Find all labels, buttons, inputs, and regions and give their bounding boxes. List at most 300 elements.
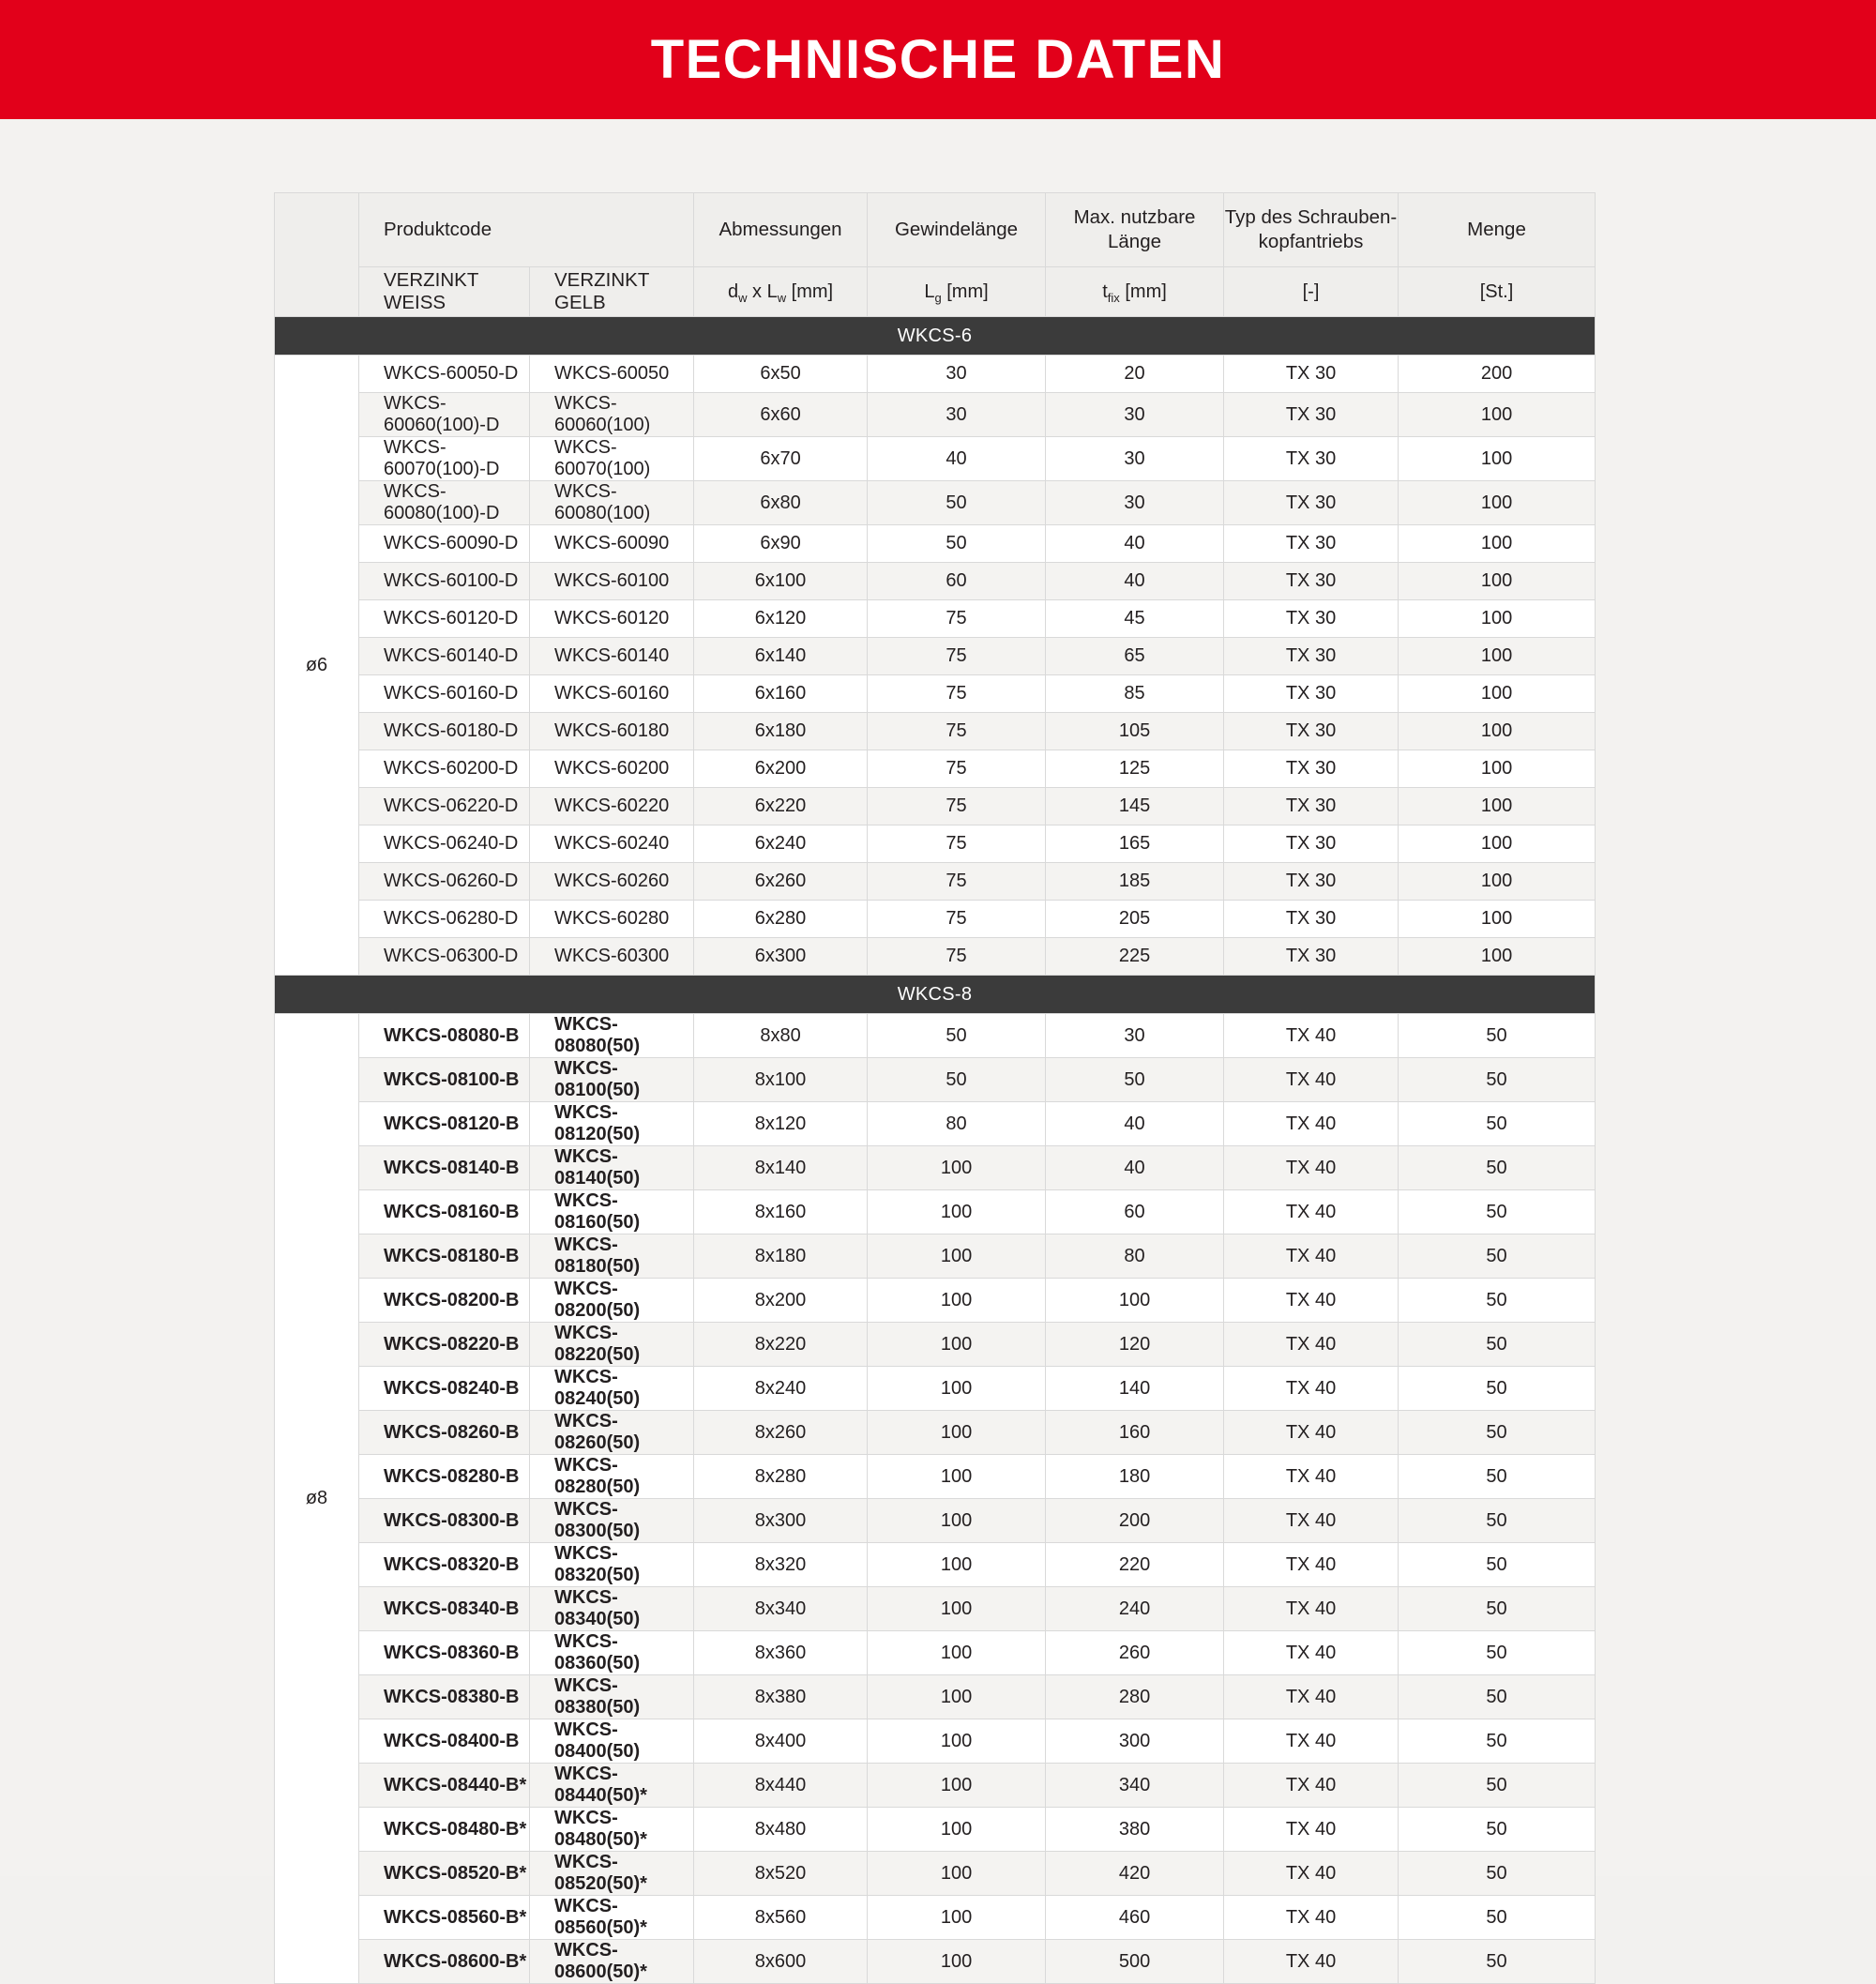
cell-max-nutzbare-laenge: 30 — [1046, 393, 1224, 437]
cell-max-nutzbare-laenge: 160 — [1046, 1411, 1224, 1455]
cell-menge: 50 — [1399, 1190, 1596, 1234]
cell-gewindelaenge: 100 — [868, 1543, 1046, 1587]
cell-code-gelb: WKCS-08080(50) — [530, 1014, 694, 1058]
cell-typ-antrieb: TX 40 — [1224, 1587, 1399, 1631]
spec-table-container — [274, 192, 1595, 1984]
cell-abmessungen: 8x160 — [694, 1190, 868, 1234]
table-row — [275, 1102, 1596, 1146]
table-row — [275, 825, 1596, 863]
cell-typ-antrieb: TX 40 — [1224, 1543, 1399, 1587]
cell-code-weiss: WKCS-60060(100)-D — [359, 393, 530, 437]
cell-abmessungen: 6x70 — [694, 437, 868, 481]
cell-code-weiss: WKCS-60180-D — [359, 713, 530, 750]
cell-max-nutzbare-laenge: 30 — [1046, 481, 1224, 525]
cell-max-nutzbare-laenge: 30 — [1046, 437, 1224, 481]
table-row — [275, 525, 1596, 563]
cell-code-gelb: WKCS-08480(50)* — [530, 1808, 694, 1852]
cell-menge: 50 — [1399, 1631, 1596, 1675]
cell-gewindelaenge: 100 — [868, 1764, 1046, 1808]
cell-code-gelb: WKCS-60160 — [530, 675, 694, 713]
cell-code-weiss: WKCS-06300-D — [359, 938, 530, 976]
cell-abmessungen: 8x320 — [694, 1543, 868, 1587]
cell-typ-antrieb: TX 40 — [1224, 1675, 1399, 1719]
cell-code-gelb: WKCS-08160(50) — [530, 1190, 694, 1234]
cell-code-weiss: WKCS-08240-B — [359, 1367, 530, 1411]
header-unit-abmessungen: $d_w$ x $L_w$ [mm] — [694, 267, 868, 317]
cell-max-nutzbare-laenge: 280 — [1046, 1675, 1224, 1719]
table-row — [275, 1499, 1596, 1543]
cell-typ-antrieb: TX 40 — [1224, 1279, 1399, 1323]
cell-max-nutzbare-laenge: 380 — [1046, 1808, 1224, 1852]
cell-typ-antrieb: TX 40 — [1224, 1014, 1399, 1058]
cell-max-nutzbare-laenge: 225 — [1046, 938, 1224, 976]
table-row — [275, 393, 1596, 437]
cell-gewindelaenge: 50 — [868, 1058, 1046, 1102]
table-row — [275, 563, 1596, 600]
cell-gewindelaenge: 100 — [868, 1234, 1046, 1279]
cell-typ-antrieb: TX 40 — [1224, 1455, 1399, 1499]
cell-code-weiss: WKCS-08100-B — [359, 1058, 530, 1102]
cell-code-gelb: WKCS-08240(50) — [530, 1367, 694, 1411]
cell-code-gelb: WKCS-60060(100) — [530, 393, 694, 437]
group-header-row — [275, 317, 1596, 356]
table-row — [275, 638, 1596, 675]
cell-menge: 50 — [1399, 1675, 1596, 1719]
cell-abmessungen: 6x220 — [694, 788, 868, 825]
cell-max-nutzbare-laenge: 220 — [1046, 1543, 1224, 1587]
cell-gewindelaenge: 75 — [868, 675, 1046, 713]
table-row — [275, 1146, 1596, 1190]
group-label: WKCS-6 — [275, 317, 1596, 356]
cell-abmessungen: 6x140 — [694, 638, 868, 675]
cell-menge: 100 — [1399, 600, 1596, 638]
cell-code-gelb: WKCS-08520(50)* — [530, 1852, 694, 1896]
header-unit-gewindelaenge: $L_g$ [mm] — [868, 267, 1046, 317]
table-row — [275, 1279, 1596, 1323]
cell-typ-antrieb: TX 30 — [1224, 437, 1399, 481]
header-gewindelaenge: Gewindelänge — [868, 193, 1046, 267]
cell-gewindelaenge: 100 — [868, 1367, 1046, 1411]
header-unit-typ: [-] — [1224, 267, 1399, 317]
table-row — [275, 481, 1596, 525]
cell-abmessungen: 6x120 — [694, 600, 868, 638]
cell-max-nutzbare-laenge: 185 — [1046, 863, 1224, 901]
cell-abmessungen: 8x560 — [694, 1896, 868, 1940]
header-menge: Menge — [1399, 193, 1596, 267]
cell-code-weiss: WKCS-08220-B — [359, 1323, 530, 1367]
cell-abmessungen: 6x80 — [694, 481, 868, 525]
cell-typ-antrieb: TX 30 — [1224, 563, 1399, 600]
cell-menge: 50 — [1399, 1146, 1596, 1190]
cell-menge: 50 — [1399, 1852, 1596, 1896]
cell-menge: 100 — [1399, 481, 1596, 525]
cell-gewindelaenge: 100 — [868, 1675, 1046, 1719]
cell-code-gelb: WKCS-60300 — [530, 938, 694, 976]
cell-abmessungen: 8x240 — [694, 1367, 868, 1411]
cell-typ-antrieb: TX 30 — [1224, 825, 1399, 863]
cell-gewindelaenge: 75 — [868, 901, 1046, 938]
cell-abmessungen: 8x380 — [694, 1675, 868, 1719]
cell-menge: 100 — [1399, 863, 1596, 901]
cell-typ-antrieb: TX 40 — [1224, 1411, 1399, 1455]
cell-code-weiss: WKCS-08380-B — [359, 1675, 530, 1719]
cell-gewindelaenge: 100 — [868, 1896, 1046, 1940]
cell-code-gelb: WKCS-60200 — [530, 750, 694, 788]
cell-max-nutzbare-laenge: 145 — [1046, 788, 1224, 825]
cell-max-nutzbare-laenge: 50 — [1046, 1058, 1224, 1102]
cell-abmessungen: 8x280 — [694, 1455, 868, 1499]
cell-gewindelaenge: 75 — [868, 825, 1046, 863]
cell-code-gelb: WKCS-60120 — [530, 600, 694, 638]
cell-code-weiss: WKCS-08400-B — [359, 1719, 530, 1764]
cell-max-nutzbare-laenge: 125 — [1046, 750, 1224, 788]
cell-abmessungen: 8x520 — [694, 1852, 868, 1896]
cell-menge: 200 — [1399, 356, 1596, 393]
cell-gewindelaenge: 30 — [868, 356, 1046, 393]
cell-typ-antrieb: TX 30 — [1224, 713, 1399, 750]
cell-code-gelb: WKCS-60220 — [530, 788, 694, 825]
cell-code-weiss: WKCS-60200-D — [359, 750, 530, 788]
spec-table — [274, 192, 1596, 1984]
cell-typ-antrieb: TX 40 — [1224, 1234, 1399, 1279]
cell-typ-antrieb: TX 40 — [1224, 1631, 1399, 1675]
cell-gewindelaenge: 100 — [868, 1411, 1046, 1455]
cell-code-gelb: WKCS-60080(100) — [530, 481, 694, 525]
table-row — [275, 1234, 1596, 1279]
cell-code-gelb: WKCS-60240 — [530, 825, 694, 863]
cell-gewindelaenge: 100 — [868, 1499, 1046, 1543]
cell-gewindelaenge: 100 — [868, 1323, 1046, 1367]
cell-abmessungen: 8x300 — [694, 1499, 868, 1543]
cell-abmessungen: 6x180 — [694, 713, 868, 750]
table-row — [275, 1455, 1596, 1499]
table-row — [275, 1896, 1596, 1940]
cell-code-gelb: WKCS-60140 — [530, 638, 694, 675]
cell-menge: 100 — [1399, 525, 1596, 563]
cell-gewindelaenge: 50 — [868, 481, 1046, 525]
table-row — [275, 1543, 1596, 1587]
cell-gewindelaenge: 100 — [868, 1279, 1046, 1323]
cell-max-nutzbare-laenge: 80 — [1046, 1234, 1224, 1279]
cell-gewindelaenge: 80 — [868, 1102, 1046, 1146]
cell-menge: 100 — [1399, 825, 1596, 863]
cell-code-gelb: WKCS-08220(50) — [530, 1323, 694, 1367]
table-header-row-1 — [275, 193, 1596, 267]
header-typ-schraubenkopfantrieb: Typ des Schrauben- kopfantriebs — [1224, 193, 1399, 267]
table-row — [275, 1367, 1596, 1411]
cell-gewindelaenge: 100 — [868, 1455, 1046, 1499]
cell-gewindelaenge: 60 — [868, 563, 1046, 600]
cell-gewindelaenge: 75 — [868, 750, 1046, 788]
cell-abmessungen: 6x280 — [694, 901, 868, 938]
group-label: WKCS-8 — [275, 976, 1596, 1014]
cell-menge: 50 — [1399, 1411, 1596, 1455]
header-unit-menge: [St.] — [1399, 267, 1596, 317]
cell-code-weiss: WKCS-08520-B* — [359, 1852, 530, 1896]
table-row — [275, 901, 1596, 938]
cell-code-gelb: WKCS-08180(50) — [530, 1234, 694, 1279]
cell-code-weiss: WKCS-08320-B — [359, 1543, 530, 1587]
table-row — [275, 788, 1596, 825]
cell-gewindelaenge: 100 — [868, 1940, 1046, 1984]
cell-code-weiss: WKCS-60140-D — [359, 638, 530, 675]
cell-code-weiss: WKCS-08080-B — [359, 1014, 530, 1058]
table-row — [275, 1323, 1596, 1367]
cell-menge: 50 — [1399, 1323, 1596, 1367]
cell-typ-antrieb: TX 30 — [1224, 393, 1399, 437]
cell-abmessungen: 8x600 — [694, 1940, 868, 1984]
cell-typ-antrieb: TX 30 — [1224, 675, 1399, 713]
cell-typ-antrieb: TX 30 — [1224, 356, 1399, 393]
cell-menge: 50 — [1399, 1102, 1596, 1146]
table-row — [275, 1631, 1596, 1675]
cell-typ-antrieb: TX 30 — [1224, 481, 1399, 525]
cell-code-gelb: WKCS-08140(50) — [530, 1146, 694, 1190]
cell-max-nutzbare-laenge: 165 — [1046, 825, 1224, 863]
cell-max-nutzbare-laenge: 300 — [1046, 1719, 1224, 1764]
cell-menge: 50 — [1399, 1543, 1596, 1587]
cell-menge: 50 — [1399, 1367, 1596, 1411]
cell-abmessungen: 6x300 — [694, 938, 868, 976]
cell-gewindelaenge: 100 — [868, 1587, 1046, 1631]
table-row — [275, 750, 1596, 788]
cell-code-gelb: WKCS-08400(50) — [530, 1719, 694, 1764]
cell-abmessungen: 8x100 — [694, 1058, 868, 1102]
header-produktcode: Produktcode — [359, 193, 694, 267]
cell-max-nutzbare-laenge: 40 — [1046, 1102, 1224, 1146]
table-row — [275, 1808, 1596, 1852]
cell-menge: 100 — [1399, 901, 1596, 938]
table-row — [275, 1719, 1596, 1764]
header-verzinkt-weiss: VERZINKT WEISS — [359, 267, 530, 317]
cell-typ-antrieb: TX 40 — [1224, 1852, 1399, 1896]
cell-gewindelaenge: 75 — [868, 713, 1046, 750]
header-unit-max-nutzbare-laenge: $t_{fix}$ [mm] — [1046, 267, 1224, 317]
cell-typ-antrieb: TX 40 — [1224, 1102, 1399, 1146]
cell-abmessungen: 8x80 — [694, 1014, 868, 1058]
diameter-label: ø8 — [275, 1014, 359, 1984]
cell-typ-antrieb: TX 30 — [1224, 600, 1399, 638]
table-row — [275, 713, 1596, 750]
cell-gewindelaenge: 75 — [868, 863, 1046, 901]
cell-code-weiss: WKCS-06280-D — [359, 901, 530, 938]
cell-max-nutzbare-laenge: 240 — [1046, 1587, 1224, 1631]
table-row — [275, 863, 1596, 901]
cell-code-gelb: WKCS-08380(50) — [530, 1675, 694, 1719]
cell-code-gelb: WKCS-08200(50) — [530, 1279, 694, 1323]
cell-typ-antrieb: TX 40 — [1224, 1367, 1399, 1411]
cell-abmessungen: 8x120 — [694, 1102, 868, 1146]
cell-code-weiss: WKCS-08340-B — [359, 1587, 530, 1631]
cell-menge: 100 — [1399, 393, 1596, 437]
header-corner-cell — [275, 193, 359, 317]
cell-max-nutzbare-laenge: 105 — [1046, 713, 1224, 750]
cell-abmessungen: 6x260 — [694, 863, 868, 901]
cell-gewindelaenge: 100 — [868, 1808, 1046, 1852]
cell-typ-antrieb: TX 30 — [1224, 901, 1399, 938]
cell-code-weiss: WKCS-08440-B* — [359, 1764, 530, 1808]
cell-gewindelaenge: 100 — [868, 1852, 1046, 1896]
cell-gewindelaenge: 100 — [868, 1190, 1046, 1234]
table-row — [275, 938, 1596, 976]
cell-gewindelaenge: 100 — [868, 1146, 1046, 1190]
cell-abmessungen: 8x180 — [694, 1234, 868, 1279]
cell-menge: 50 — [1399, 1719, 1596, 1764]
cell-max-nutzbare-laenge: 65 — [1046, 638, 1224, 675]
cell-typ-antrieb: TX 30 — [1224, 638, 1399, 675]
cell-max-nutzbare-laenge: 40 — [1046, 563, 1224, 600]
cell-gewindelaenge: 100 — [868, 1719, 1046, 1764]
cell-menge: 50 — [1399, 1058, 1596, 1102]
cell-typ-antrieb: TX 40 — [1224, 1499, 1399, 1543]
table-row — [275, 1587, 1596, 1631]
cell-code-weiss: WKCS-08200-B — [359, 1279, 530, 1323]
cell-code-weiss: WKCS-06260-D — [359, 863, 530, 901]
cell-menge: 100 — [1399, 675, 1596, 713]
cell-code-gelb: WKCS-08320(50) — [530, 1543, 694, 1587]
cell-code-gelb: WKCS-08280(50) — [530, 1455, 694, 1499]
cell-menge: 100 — [1399, 563, 1596, 600]
header-abmessungen: Abmessungen — [694, 193, 868, 267]
cell-abmessungen: 6x50 — [694, 356, 868, 393]
cell-abmessungen: 8x480 — [694, 1808, 868, 1852]
cell-menge: 50 — [1399, 1455, 1596, 1499]
cell-menge: 100 — [1399, 437, 1596, 481]
cell-max-nutzbare-laenge: 460 — [1046, 1896, 1224, 1940]
cell-code-gelb: WKCS-60050 — [530, 356, 694, 393]
cell-code-gelb: WKCS-60260 — [530, 863, 694, 901]
cell-code-weiss: WKCS-08120-B — [359, 1102, 530, 1146]
table-row — [275, 1058, 1596, 1102]
cell-typ-antrieb: TX 30 — [1224, 750, 1399, 788]
cell-gewindelaenge: 75 — [868, 638, 1046, 675]
cell-max-nutzbare-laenge: 85 — [1046, 675, 1224, 713]
group-header-row — [275, 976, 1596, 1014]
cell-max-nutzbare-laenge: 140 — [1046, 1367, 1224, 1411]
cell-code-gelb: WKCS-60090 — [530, 525, 694, 563]
cell-max-nutzbare-laenge: 60 — [1046, 1190, 1224, 1234]
diameter-label: ø6 — [275, 356, 359, 976]
cell-code-weiss: WKCS-60120-D — [359, 600, 530, 638]
table-row — [275, 1014, 1596, 1058]
table-row — [275, 1940, 1596, 1984]
cell-gewindelaenge: 75 — [868, 938, 1046, 976]
cell-gewindelaenge: 50 — [868, 1014, 1046, 1058]
table-row — [275, 1764, 1596, 1808]
cell-menge: 100 — [1399, 638, 1596, 675]
cell-typ-antrieb: TX 40 — [1224, 1940, 1399, 1984]
cell-abmessungen: 8x440 — [694, 1764, 868, 1808]
cell-max-nutzbare-laenge: 120 — [1046, 1323, 1224, 1367]
table-row — [275, 600, 1596, 638]
table-row — [275, 1190, 1596, 1234]
cell-gewindelaenge: 75 — [868, 600, 1046, 638]
cell-code-weiss: WKCS-08360-B — [359, 1631, 530, 1675]
cell-max-nutzbare-laenge: 500 — [1046, 1940, 1224, 1984]
cell-menge: 50 — [1399, 1014, 1596, 1058]
cell-typ-antrieb: TX 40 — [1224, 1896, 1399, 1940]
cell-code-weiss: WKCS-08260-B — [359, 1411, 530, 1455]
cell-max-nutzbare-laenge: 45 — [1046, 600, 1224, 638]
table-row — [275, 675, 1596, 713]
cell-code-weiss: WKCS-60090-D — [359, 525, 530, 563]
cell-max-nutzbare-laenge: 20 — [1046, 356, 1224, 393]
cell-menge: 50 — [1399, 1499, 1596, 1543]
cell-abmessungen: 8x400 — [694, 1719, 868, 1764]
table-row — [275, 356, 1596, 393]
cell-abmessungen: 8x260 — [694, 1411, 868, 1455]
cell-code-gelb: WKCS-60070(100) — [530, 437, 694, 481]
cell-abmessungen: 8x200 — [694, 1279, 868, 1323]
cell-abmessungen: 8x340 — [694, 1587, 868, 1631]
cell-code-weiss: WKCS-08480-B* — [359, 1808, 530, 1852]
cell-code-gelb: WKCS-60100 — [530, 563, 694, 600]
cell-abmessungen: 8x360 — [694, 1631, 868, 1675]
cell-menge: 50 — [1399, 1808, 1596, 1852]
cell-max-nutzbare-laenge: 180 — [1046, 1455, 1224, 1499]
page-banner — [0, 0, 1876, 119]
cell-abmessungen: 6x200 — [694, 750, 868, 788]
cell-menge: 100 — [1399, 938, 1596, 976]
cell-typ-antrieb: TX 40 — [1224, 1058, 1399, 1102]
table-row — [275, 437, 1596, 481]
cell-typ-antrieb: TX 30 — [1224, 863, 1399, 901]
cell-gewindelaenge: 40 — [868, 437, 1046, 481]
table-row — [275, 1411, 1596, 1455]
cell-menge: 50 — [1399, 1896, 1596, 1940]
cell-code-gelb: WKCS-08560(50)* — [530, 1896, 694, 1940]
cell-code-weiss: WKCS-08160-B — [359, 1190, 530, 1234]
cell-code-weiss: WKCS-60080(100)-D — [359, 481, 530, 525]
cell-code-weiss: WKCS-08140-B — [359, 1146, 530, 1190]
cell-code-gelb: WKCS-60280 — [530, 901, 694, 938]
cell-typ-antrieb: TX 30 — [1224, 938, 1399, 976]
cell-code-weiss: WKCS-08280-B — [359, 1455, 530, 1499]
cell-abmessungen: 6x90 — [694, 525, 868, 563]
header-verzinkt-gelb: VERZINKT GELB — [530, 267, 694, 317]
cell-code-weiss: WKCS-06220-D — [359, 788, 530, 825]
cell-code-gelb: WKCS-08100(50) — [530, 1058, 694, 1102]
cell-typ-antrieb: TX 40 — [1224, 1190, 1399, 1234]
cell-menge: 50 — [1399, 1587, 1596, 1631]
cell-abmessungen: 6x160 — [694, 675, 868, 713]
cell-code-weiss: WKCS-06240-D — [359, 825, 530, 863]
cell-max-nutzbare-laenge: 100 — [1046, 1279, 1224, 1323]
cell-menge: 50 — [1399, 1940, 1596, 1984]
cell-abmessungen: 8x140 — [694, 1146, 868, 1190]
cell-typ-antrieb: TX 30 — [1224, 788, 1399, 825]
cell-gewindelaenge: 50 — [868, 525, 1046, 563]
cell-code-gelb: WKCS-08360(50) — [530, 1631, 694, 1675]
cell-menge: 50 — [1399, 1234, 1596, 1279]
table-row — [275, 1675, 1596, 1719]
cell-code-gelb: WKCS-08120(50) — [530, 1102, 694, 1146]
cell-menge: 100 — [1399, 788, 1596, 825]
table-row — [275, 1852, 1596, 1896]
cell-code-gelb: WKCS-60180 — [530, 713, 694, 750]
cell-code-gelb: WKCS-08600(50)* — [530, 1940, 694, 1984]
cell-max-nutzbare-laenge: 420 — [1046, 1852, 1224, 1896]
cell-abmessungen: 6x100 — [694, 563, 868, 600]
cell-code-gelb: WKCS-08260(50) — [530, 1411, 694, 1455]
cell-typ-antrieb: TX 40 — [1224, 1808, 1399, 1852]
cell-max-nutzbare-laenge: 340 — [1046, 1764, 1224, 1808]
cell-code-weiss: WKCS-08180-B — [359, 1234, 530, 1279]
cell-typ-antrieb: TX 40 — [1224, 1323, 1399, 1367]
cell-abmessungen: 8x220 — [694, 1323, 868, 1367]
cell-abmessungen: 6x60 — [694, 393, 868, 437]
cell-menge: 50 — [1399, 1764, 1596, 1808]
